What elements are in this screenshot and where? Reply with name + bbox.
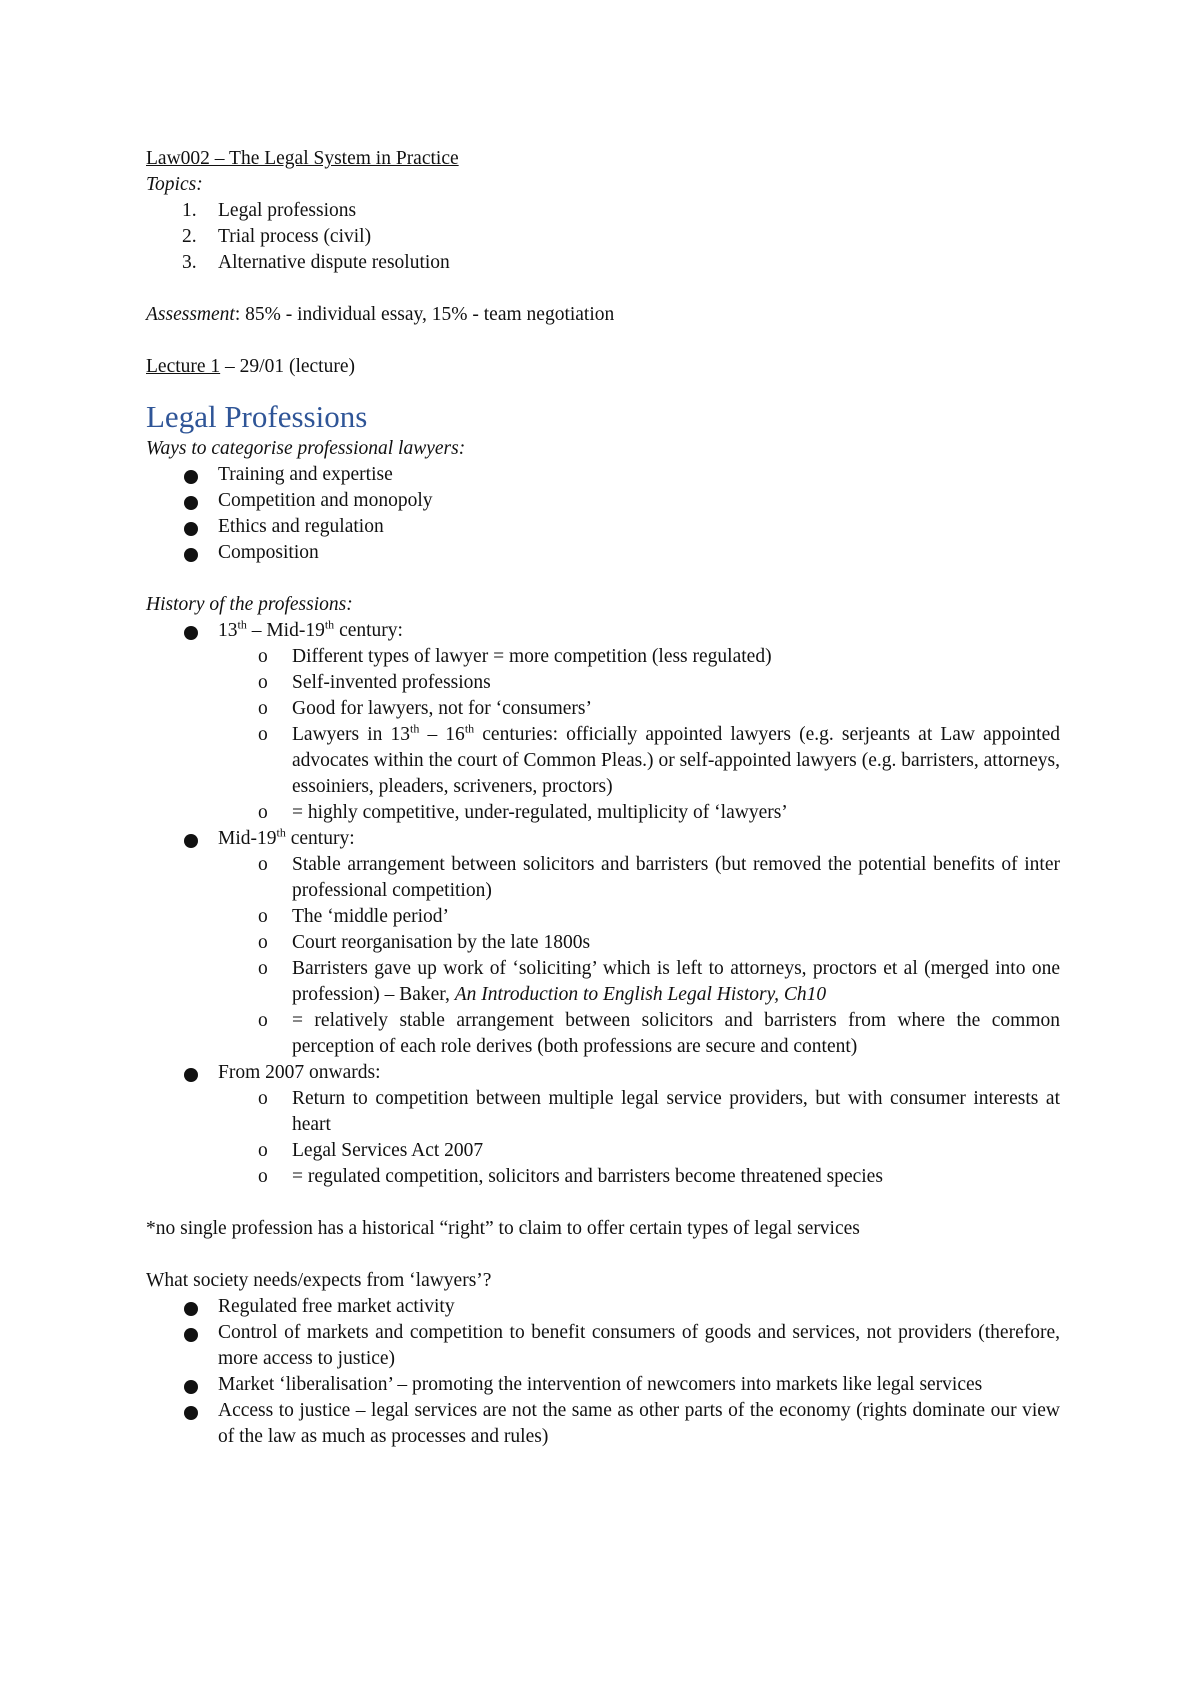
topics-label: Topics: — [146, 174, 203, 195]
period-item: Mid-19th century: — [146, 826, 1060, 852]
bullet-icon — [184, 626, 198, 640]
list-item: Ethics and regulation — [146, 514, 1060, 540]
list-item: Competition and monopoly — [146, 488, 1060, 514]
lecture-label: Lecture 1 — [146, 356, 221, 377]
lecture-line: Lecture 1 – 29/01 (lecture) — [146, 356, 355, 377]
bullet-icon — [184, 548, 198, 562]
sub-list-item: o The ‘middle period’ — [146, 904, 1060, 930]
bullet-icon — [184, 470, 198, 484]
period-item: 13th – Mid-19th century: — [146, 618, 1060, 644]
assessment-line: Assessment: 85% - individual essay, 15% - team negotiation — [146, 304, 615, 325]
sub-list-item: o Legal Services Act 2007 — [146, 1138, 1060, 1164]
sub-list-item: o Court reorganisation by the late 1800s — [146, 930, 1060, 956]
sub-list-item: o Good for lawyers, not for ‘consumers’ — [146, 696, 1060, 722]
sub-list-item: o Barristers gave up work of ‘soliciting’ which is left to attorneys, proctors et al (merged into one profession) – Baker, An Introduction to English Legal History, Ch10 — [258, 958, 1060, 1005]
circle-bullet-icon: o — [258, 1088, 268, 1109]
circle-bullet-icon: o — [258, 1010, 268, 1031]
note-line: *no single profession has a historical “right” to claim to offer certain types of legal services — [146, 1218, 860, 1239]
list-item: Composition — [146, 540, 1060, 566]
sub-list-item: o = regulated competition, solicitors and barristers become threatened species — [146, 1164, 1060, 1190]
bullet-icon — [184, 496, 198, 510]
sub-list-item: o = relatively stable arrangement between solicitors and barristers from where the common perception of each role derives (both professions are secure and content) — [258, 1010, 1060, 1057]
circle-bullet-icon: o — [258, 698, 268, 719]
list-item: Control of markets and competition to benefit consumers of goods and services, not providers (therefore, more access to justice) — [146, 1320, 1060, 1372]
bullet-icon — [184, 834, 198, 848]
topic-item: 2. Trial process (civil) — [182, 226, 372, 247]
sub-list-item: o Self-invented professions — [146, 670, 1060, 696]
list-item: Market ‘liberalisation’ – promoting the intervention of newcomers into markets like legal services — [146, 1372, 1060, 1398]
categorise-label: Ways to categorise professional lawyers: — [146, 438, 466, 459]
list-item: Training and expertise — [146, 462, 1060, 488]
sub-list-item: o Different types of lawyer = more competition (less regulated) — [146, 644, 1060, 670]
circle-bullet-icon: o — [258, 906, 268, 927]
circle-bullet-icon: o — [258, 1166, 268, 1187]
list-item: Access to justice – legal services are not the same as other parts of the economy (rights dominate our view of the law as much as processes and rules) — [146, 1398, 1060, 1450]
sub-list-item: o Lawyers in 13th – 16th centuries: officially appointed lawyers (e.g. serjeants at Law appointed advocates within the court of Common Pleas.) or self-appointed lawyers (e.g. barristers, attorneys, essoiniers, pleaders, scriveners, proctors) — [258, 721, 1060, 797]
book-title: An Introduction to English Legal History, Ch10 — [454, 984, 827, 1005]
assessment-label: Assessment — [146, 304, 235, 325]
bullet-icon — [184, 522, 198, 536]
sub-list-item: o = highly competitive, under-regulated, multiplicity of ‘lawyers’ — [146, 800, 1060, 826]
circle-bullet-icon: o — [258, 646, 268, 667]
topic-item: 1. Legal professions — [182, 200, 357, 221]
document-page — [146, 146, 1060, 1450]
circle-bullet-icon: o — [258, 932, 268, 953]
list-item: Regulated free market activity — [146, 1294, 1060, 1320]
bullet-icon — [184, 1406, 198, 1420]
bullet-icon — [184, 1328, 198, 1342]
society-label: What society needs/expects from ‘lawyers’? — [146, 1270, 492, 1291]
section-heading: Legal Professions — [146, 399, 368, 434]
circle-bullet-icon: o — [258, 802, 268, 823]
sub-list-item: o Stable arrangement between solicitors and barristers (but removed the potential benefits of inter professional competition) — [258, 854, 1060, 901]
period-item: From 2007 onwards: — [146, 1060, 1060, 1086]
history-label: History of the professions: — [146, 594, 353, 615]
circle-bullet-icon: o — [258, 958, 268, 979]
topic-item: 3. Alternative dispute resolution — [182, 252, 450, 273]
bullet-icon — [184, 1302, 198, 1316]
bullet-icon — [184, 1380, 198, 1394]
course-title: Law002 – The Legal System in Practice — [146, 148, 459, 169]
circle-bullet-icon: o — [258, 854, 268, 875]
circle-bullet-icon: o — [258, 724, 268, 745]
sub-list-item: o Return to competition between multiple legal service providers, but with consumer interests at heart — [258, 1088, 1060, 1135]
bullet-icon — [184, 1068, 198, 1082]
circle-bullet-icon: o — [258, 672, 268, 693]
circle-bullet-icon: o — [258, 1140, 268, 1161]
